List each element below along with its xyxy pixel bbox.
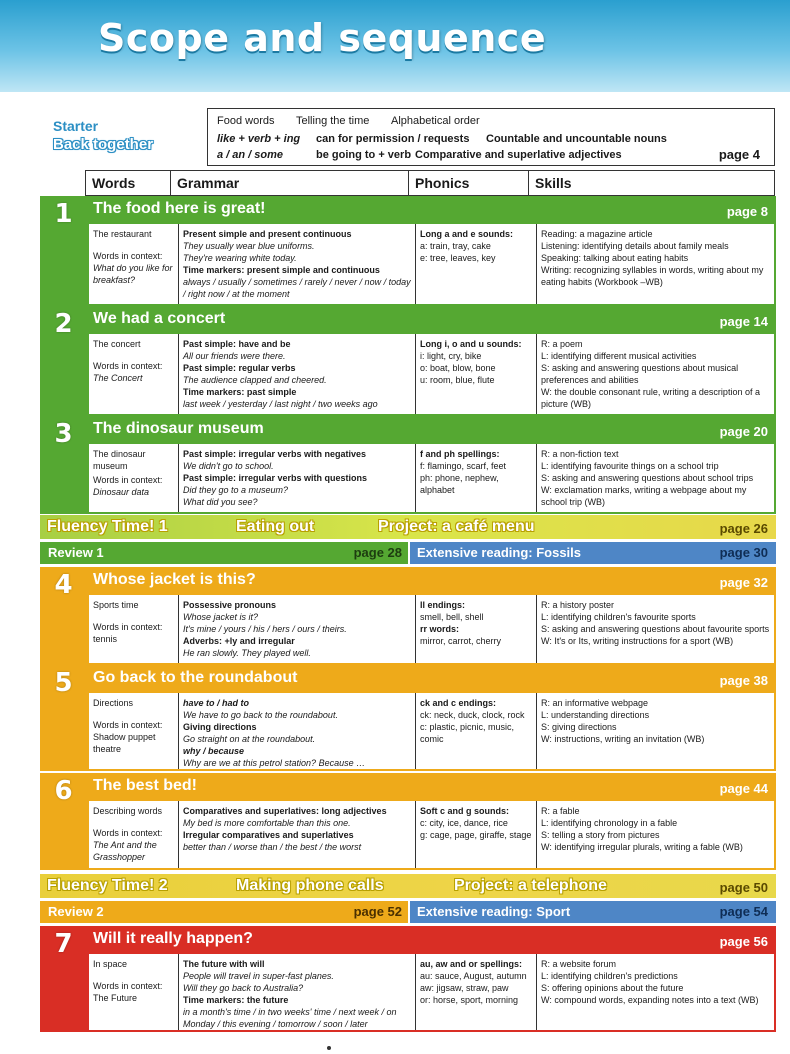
unit-page: page 44 [719,781,768,796]
unit-page: page 20 [719,424,768,439]
grammar-cell: Past simple: have and be All our friends were there. Past simple: regular verbs The audience clapped and cheered. Time markers: past simple last week / yesterday / last night / two weeks ago [179,334,416,414]
unit-body [87,954,776,1032]
skills-cell: Reading: a magazine article Listening: identifying details about family meals Speaking: talking about eating habits Writing: recognizing syllables in words, writing about my eating habits (Workbook –WB) [541,229,764,287]
phonics-cell: Long i, o and u sounds: i: light, cry, bike o: boat, blow, bone u: room, blue, flute [416,334,537,414]
unit-title: The food here is great! [93,200,266,217]
words-cell: Describing words Words in context: The Ant and the Grasshopper [89,801,179,868]
skills-cell: R: a non-fiction text L: identifying favourite things on a school trip S: asking and answering questions about school trips W: exclamation marks, writing a webpage about my school trip (WB) [541,449,754,507]
extensive-reading-title: Extensive reading: Fossils [417,545,582,560]
extensive-reading-page: page 30 [719,545,768,560]
unit-2 [40,306,776,416]
review-label: Review 2 [48,904,104,919]
starter-label: Starter [53,118,99,134]
unit-title: The dinosaur museum [93,420,264,437]
unit-number: 3 [40,416,87,514]
fluency-topic: Making phone calls [236,877,384,894]
extensive-reading-1-bar [410,542,776,564]
unit-title: The best bed! [93,777,198,794]
unit-number: 2 [40,306,87,416]
unit-number: 7 [40,926,87,1032]
fluency-topic: Eating out [236,518,315,535]
extensive-reading-2-bar [410,901,776,923]
unit-page: page 14 [719,314,768,329]
skills-cell: R: a website forum L: identifying children's predictions S: offering opinions about the future W: compound words, expanding notes into a text (WB) [541,959,759,1005]
unit-title-bar [87,926,776,954]
unit-title-bar [87,773,776,801]
page-title: Scope and sequence [98,16,547,60]
extensive-reading-title: Extensive reading: Sport [417,904,571,919]
fluency-project: Project: a telephone [454,877,607,894]
starter-topic: Food words [217,115,275,127]
column-headings [85,170,775,196]
unit-number: 6 [40,773,87,870]
words-cell: The concert Words in context: The Concert [89,334,179,414]
starter-page: page 4 [718,147,760,162]
starter-label-box [40,108,206,166]
page-dot [327,1046,331,1050]
unit-6 [40,773,776,870]
grammar-cell: Comparatives and superlatives: long adjectives My bed is more comfortable than this one. Irregular comparatives and superlatives better than / worse than / the best / the worst [179,801,416,868]
unit-body [87,595,776,665]
starter-grammar: a / an / some [217,149,284,161]
review-2-bar [40,901,408,923]
unit-body [87,801,776,870]
column-heading-skills: Skills [535,175,572,191]
review-page: page 28 [353,545,402,560]
phonics-cell: ck and c endings: ck: neck, duck, clock, rock c: plastic, picnic, music, comic [416,693,537,769]
unit-body [87,693,776,771]
words-cell: The restaurant Words in context: What do you like for breakfast? [89,224,179,304]
unit-title-bar [87,196,776,224]
fluency-label: Fluency Time! 2 [47,877,168,894]
fluency-time-1-bar [40,515,776,539]
starter-topic: Alphabetical order [391,115,480,127]
unit-title: Will it really happen? [93,930,253,947]
unit-5 [40,665,776,771]
unit-7 [40,926,776,1032]
unit-number: 4 [40,567,87,665]
extensive-reading-page: page 54 [719,904,768,919]
unit-title-bar [87,306,776,334]
starter-grammar: be going to + verb [316,149,412,161]
grammar-cell: Past simple: irregular verbs with negatives We didn't go to school. Past simple: irregular verbs with questions Did they go to a museum? What did you see? [179,444,416,512]
words-cell: Directions Words in context: Shadow puppet theatre [89,693,179,769]
starter-grammar: Comparative and superlative adjectives [415,149,622,161]
starter-grammar: Countable and uncountable nouns [486,133,667,145]
fluency-label: Fluency Time! 1 [47,518,168,535]
phonics-cell: Soft c and g sounds: c: city, ice, dance, rice g: cage, page, giraffe, stage [416,801,537,868]
starter-grammar: like + verb + ing [217,133,301,145]
fluency-page: page 26 [719,521,768,536]
unit-4 [40,567,776,665]
unit-page: page 38 [719,673,768,688]
unit-body [87,444,776,514]
unit-number: 5 [40,665,87,771]
unit-body [87,224,776,306]
skills-cell: R: a history poster L: identifying children's favourite sports S: asking and answering questions about favourite sports W: It's or Its, writing instructions for a sport (WB) [541,600,770,646]
unit-3 [40,416,776,514]
words-cell: In space Words in context: The Future [89,954,179,1030]
words-cell: Sports time Words in context: tennis [89,595,179,663]
unit-title: Go back to the roundabout [93,669,298,686]
unit-body [87,334,776,416]
unit-page: page 32 [719,575,768,590]
review-label: Review 1 [48,545,104,560]
column-heading-phonics: Phonics [409,171,529,195]
unit-page: page 8 [726,204,768,219]
review-page: page 52 [353,904,402,919]
starter-topic: Telling the time [296,115,370,127]
phonics-cell: ll endings: smell, bell, shell rr words: mirror, carrot, cherry [416,595,537,663]
skills-cell: R: a fable L: identifying chronology in a fable S: telling a story from pictures W: identifying irregular plurals, writing a fable (WB) [541,806,743,852]
unit-title-bar [87,665,776,693]
fluency-project: Project: a café menu [378,518,535,535]
grammar-cell: Possessive pronouns Whose jacket is it? It's mine / yours / his / hers / ours / theirs. Adverbs: +ly and irregular He ran slowly. They played well. [179,595,416,663]
unit-title-bar [87,416,776,444]
grammar-cell: Present simple and present continuous They usually wear blue uniforms. They're wearing white today. Time markers: present simple and continuous always / usually / sometimes / rarely / never / now / today / right now / at the moment [179,224,416,304]
fluency-page: page 50 [719,880,768,895]
skills-cell: R: a poem L: identifying different musical activities S: asking and answering questions about musical preferences and abilities W: the double consonant rule, writing a description of a picture (WB) [541,339,760,409]
column-heading-words: Words [86,171,171,195]
unit-title-bar [87,567,776,595]
grammar-cell: have to / had to We have to go back to the roundabout. Giving directions Go straight on at the roundabout. why / because Why are we at this petrol station? Because … [179,693,416,769]
fluency-time-2-bar [40,874,776,898]
phonics-cell: au, aw and or spellings: au: sauce, August, autumn aw: jigsaw, straw, paw or: horse, sport, morning [416,954,537,1030]
grammar-cell: The future with will People will travel in super-fast planes. Will they go back to Australia? Time markers: the future in a month's time / in two weeks' time / next week / on Monday / this evening / tomorrow / soon / later [179,954,416,1030]
starter-content [207,108,775,166]
starter-grammar: can for permission / requests [316,133,470,145]
unit-number: 1 [40,196,87,306]
starter-subtitle: Back together [53,136,154,153]
column-heading-grammar: Grammar [171,171,409,195]
unit-page: page 56 [719,934,768,949]
review-1-bar [40,542,408,564]
unit-title: We had a concert [93,310,226,327]
phonics-cell: f and ph spellings: f: flamingo, scarf, feet ph: phone, nephew, alphabet [416,444,537,512]
skills-cell: R: an informative webpage L: understanding directions S: giving directions W: instructions, writing an invitation (WB) [541,698,705,744]
phonics-cell: Long a and e sounds: a: train, tray, cake e: tree, leaves, key [416,224,537,304]
unit-1 [40,196,776,306]
unit-title: Whose jacket is this? [93,571,256,588]
words-cell: The dinosaur museum Words in context: Dinosaur data [89,444,179,512]
